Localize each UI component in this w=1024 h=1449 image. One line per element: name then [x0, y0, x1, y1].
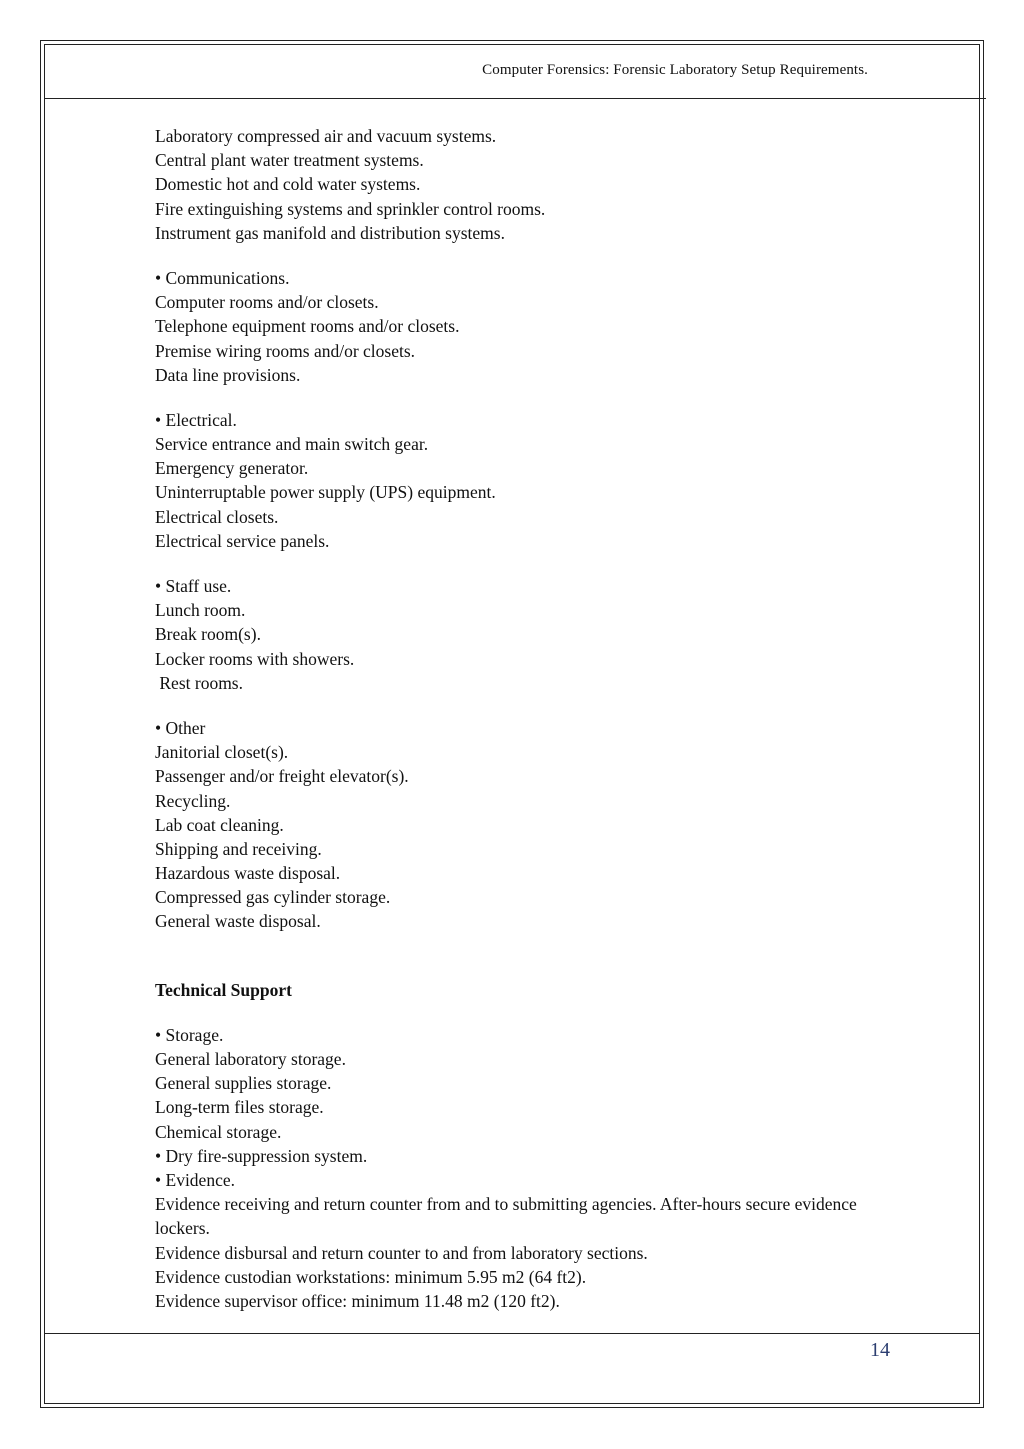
running-header: Computer Forensics: Forensic Laboratory Setup Requirements. — [482, 62, 868, 78]
list-item: Emergency generator. — [155, 458, 309, 479]
page-number: 14 — [870, 1339, 890, 1361]
header-rule — [44, 98, 986, 99]
footer-rule — [44, 1333, 980, 1334]
list-item: Compressed gas cylinder storage. — [155, 887, 391, 908]
list-item: Lunch room. — [155, 600, 246, 621]
section-bullet-heading: • Other — [155, 717, 206, 738]
staff-use-section — [155, 574, 885, 695]
list-item: Evidence supervisor office: minimum 11.48 m2 (120 ft2). — [155, 1290, 560, 1311]
list-item: Evidence custodian workstations: minimum 5.95 m2 (64 ft2). — [155, 1266, 587, 1287]
list-item: Instrument gas manifold and distribution systems. — [155, 222, 505, 243]
list-item: Premise wiring rooms and/or closets. — [155, 340, 416, 361]
list-item: General supplies storage. — [155, 1073, 332, 1094]
list-item: Locker rooms with showers. — [155, 648, 355, 669]
communications-section — [155, 266, 885, 387]
list-item: Uninterruptable power supply (UPS) equipment. — [155, 482, 496, 503]
list-item: Passenger and/or freight elevator(s). — [155, 766, 409, 787]
section-bullet-heading: • Staff use. — [155, 576, 232, 596]
list-item: Shipping and receiving. — [155, 838, 322, 859]
list-item: Electrical closets. — [155, 506, 279, 527]
list-item: Rest rooms. — [155, 672, 243, 693]
list-item: Domestic hot and cold water systems. — [155, 174, 421, 195]
list-item: Hazardous waste disposal. — [155, 863, 341, 884]
list-item: General laboratory storage. — [155, 1049, 346, 1069]
document-body — [155, 124, 885, 1313]
list-item: Computer rooms and/or closets. — [155, 292, 379, 313]
section-bullet-heading: • Electrical. — [155, 409, 237, 430]
technical-support-section — [155, 978, 885, 1313]
list-item: Lab coat cleaning. — [155, 814, 284, 835]
other-section — [155, 716, 885, 934]
list-item: Telephone equipment rooms and/or closets. — [155, 316, 460, 337]
list-item: Service entrance and main switch gear. — [155, 434, 429, 455]
list-item: Laboratory compressed air and vacuum systems. — [155, 126, 497, 146]
section-bullet-heading: • Storage. — [155, 1024, 224, 1045]
list-item: Break room(s). — [155, 624, 261, 645]
evidence-paragraph: Evidence receiving and return counter from and to submitting agencies. After-hours secure evidence lockers. — [155, 1194, 857, 1239]
list-item: Janitorial closet(s). — [155, 742, 289, 763]
section-bullet-heading: • Communications. — [155, 267, 290, 288]
list-item: Long-term files storage. — [155, 1097, 324, 1118]
intro-list — [155, 124, 885, 245]
electrical-section — [155, 408, 885, 553]
list-item: Recycling. — [155, 790, 231, 811]
section-heading: Technical Support — [155, 979, 292, 1000]
list-item: Electrical service panels. — [155, 530, 330, 551]
list-item: Chemical storage. — [155, 1121, 282, 1142]
section-bullet-heading: • Dry fire-suppression system. — [155, 1145, 368, 1166]
list-item: Fire extinguishing systems and sprinkler control rooms. — [155, 198, 546, 219]
section-bullet-heading: • Evidence. — [155, 1169, 235, 1190]
list-item: General waste disposal. — [155, 911, 321, 932]
list-item: Data line provisions. — [155, 364, 301, 385]
list-item: Central plant water treatment systems. — [155, 150, 424, 171]
list-item: Evidence disbursal and return counter to and from laboratory sections. — [155, 1242, 648, 1263]
